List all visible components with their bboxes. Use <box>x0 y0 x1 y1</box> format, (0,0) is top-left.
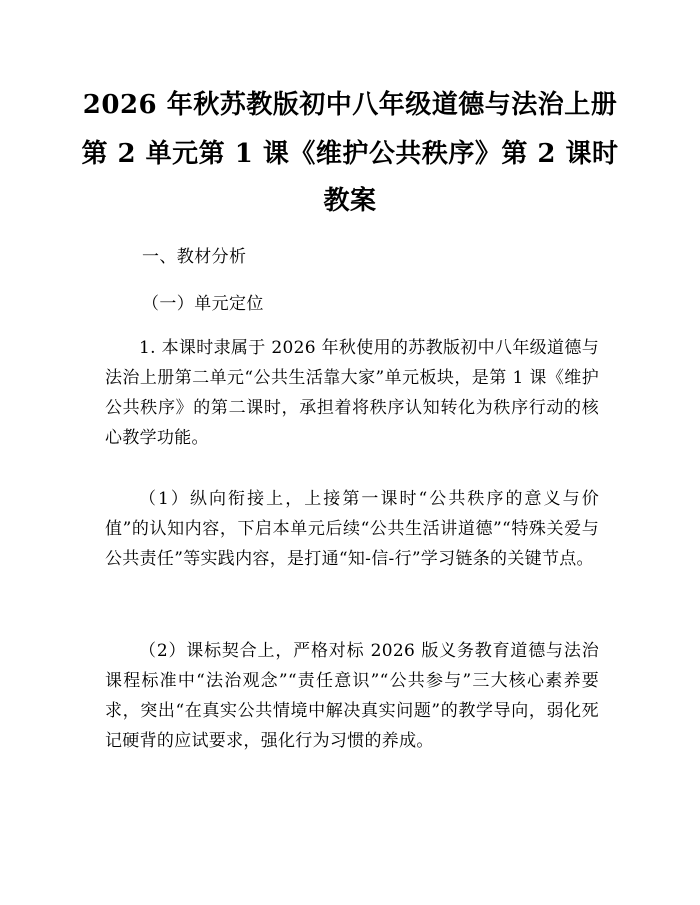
paragraph-2: （1）纵向衔接上，上接第一课时“公共秩序的意义与价值”的认知内容，下启本单元后续“公共生活讲道德”“特殊关爱与公共责任”等实践内容，是打通“知-信-行”学习链条的关键节点。 <box>105 489 599 569</box>
paragraph-1: 1. 本课时隶属于 2026 年秋使用的苏教版初中八年级道德与法治上册第二单元“公共生活靠大家”单元板块，是第 1 课《维护公共秩序》的第二课时，承担着将秩序认知转化为秩序行动的核心教学功能。 <box>105 338 599 448</box>
section-heading-textbook-analysis: 一、教材分析 <box>142 247 247 267</box>
document-title-line-2: 第 2 单元第 1 课《维护公共秩序》第 2 课时 <box>81 139 619 169</box>
document-title-line-3: 教案 <box>323 186 377 216</box>
document-title-line-1: 2026 年秋苏教版初中八年级道德与法治上册 <box>82 90 618 120</box>
subsection-heading-unit-positioning: （一）单元定位 <box>142 294 264 314</box>
paragraph-3: （2）课标契合上，严格对标 2026 版义务教育道德与法治课程标准中“法治观念”“责任意识”“公共参与”三大核心素养要求，突出“在真实公共情境中解决真实问题”的教学导向，弱化死记硬背的应试要求，强化行为习惯的养成。 <box>105 641 599 751</box>
